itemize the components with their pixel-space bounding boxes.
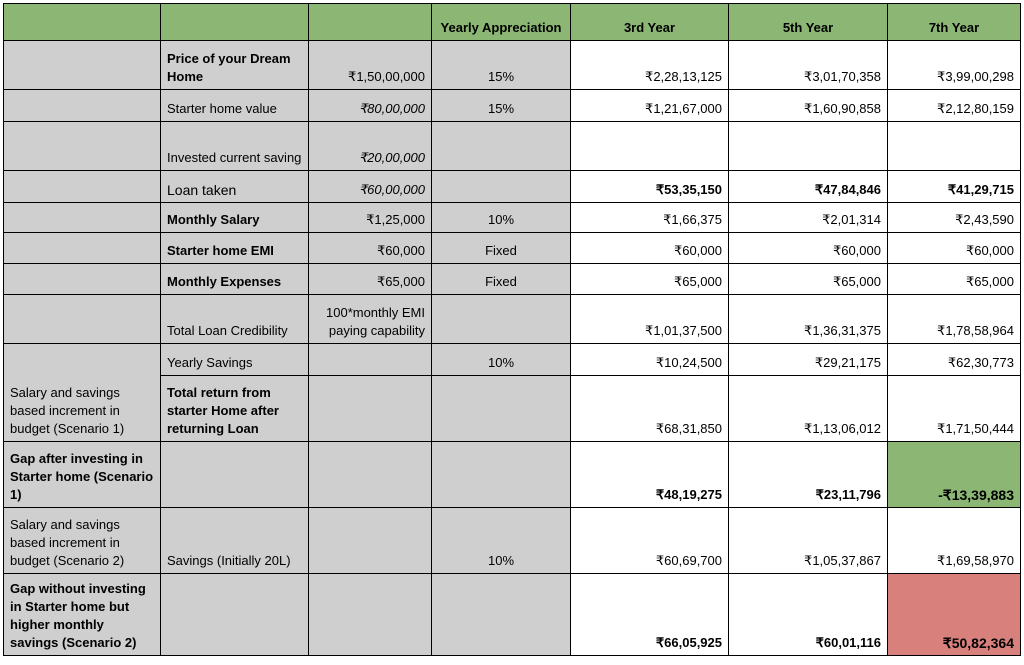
row-label: Yearly Savings [161, 344, 309, 376]
row-label: Monthly Expenses [161, 264, 309, 295]
base-value: ₹1,50,00,000 [309, 41, 432, 90]
year3-value: ₹60,000 [571, 233, 729, 264]
table-row [4, 233, 1021, 264]
appreciation-value [432, 574, 571, 656]
header-cell-blank-2 [161, 4, 309, 41]
year3-value: ₹1,01,37,500 [571, 295, 729, 344]
year5-value: ₹3,01,70,358 [729, 41, 888, 90]
table-row [4, 264, 1021, 295]
year3-value: ₹60,69,700 [571, 508, 729, 574]
appreciation-value: 10% [432, 508, 571, 574]
year5-value: ₹2,01,314 [729, 203, 888, 233]
appreciation-value: Fixed [432, 233, 571, 264]
year5-value: ₹1,36,31,375 [729, 295, 888, 344]
base-value [309, 376, 432, 442]
year3-value: ₹66,05,925 [571, 574, 729, 656]
group-cell [4, 122, 161, 171]
year5-value: ₹23,11,796 [729, 442, 888, 508]
row-label: Price of your Dream Home [161, 41, 309, 90]
header-yearly-appreciation: Yearly Appreciation [432, 4, 571, 41]
header-cell-blank-1 [4, 4, 161, 41]
row-label: Gap without investing in Starter home but higher monthly savings (Scenario 2) [4, 574, 161, 656]
row-label: Gap after investing in Starter home (Scenario 1) [4, 442, 161, 508]
year7-value: ₹1,69,58,970 [888, 508, 1021, 574]
row-label: Loan taken [161, 171, 309, 203]
table-row [4, 295, 1021, 344]
base-value [309, 574, 432, 656]
year7-value: ₹1,78,58,964 [888, 295, 1021, 344]
header-row [4, 4, 1021, 41]
year5-value: ₹60,000 [729, 233, 888, 264]
year5-value: ₹1,60,90,858 [729, 90, 888, 122]
table-row [4, 344, 1021, 376]
base-value: 100*monthly EMI paying capability [309, 295, 432, 344]
year5-value: ₹47,84,846 [729, 171, 888, 203]
year5-value: ₹1,13,06,012 [729, 376, 888, 442]
year3-value: ₹2,28,13,125 [571, 41, 729, 90]
base-value [309, 508, 432, 574]
base-value [309, 344, 432, 376]
year5-value: ₹29,21,175 [729, 344, 888, 376]
year3-value: ₹48,19,275 [571, 442, 729, 508]
group-cell [4, 295, 161, 344]
appreciation-value: 15% [432, 41, 571, 90]
year5-value [729, 122, 888, 171]
appreciation-value: 10% [432, 203, 571, 233]
group-cell [4, 171, 161, 203]
row-label: Total return from starter Home after returning Loan [161, 376, 309, 442]
appreciation-value [432, 171, 571, 203]
year7-value [888, 122, 1021, 171]
appreciation-value [432, 442, 571, 508]
appreciation-value [432, 376, 571, 442]
table-row [4, 508, 1021, 574]
row-label: Invested current saving [161, 122, 309, 171]
row-label: Total Loan Credibility [161, 295, 309, 344]
year3-value: ₹53,35,150 [571, 171, 729, 203]
appreciation-value [432, 122, 571, 171]
base-value: ₹20,00,000 [309, 122, 432, 171]
year5-value: ₹1,05,37,867 [729, 508, 888, 574]
year7-value: ₹3,99,00,298 [888, 41, 1021, 90]
year7-value: ₹2,43,590 [888, 203, 1021, 233]
year7-value: ₹1,71,50,444 [888, 376, 1021, 442]
group-cell [4, 233, 161, 264]
row-label: Starter home EMI [161, 233, 309, 264]
year7-gap-value: ₹50,82,364 [888, 574, 1021, 656]
appreciation-value [432, 295, 571, 344]
year7-value: ₹60,000 [888, 233, 1021, 264]
table-row [4, 41, 1021, 90]
base-value: ₹65,000 [309, 264, 432, 295]
appreciation-value: Fixed [432, 264, 571, 295]
year3-value: ₹1,66,375 [571, 203, 729, 233]
table-row [4, 122, 1021, 171]
table-row [4, 90, 1021, 122]
year3-value: ₹10,24,500 [571, 344, 729, 376]
base-value: ₹1,25,000 [309, 203, 432, 233]
table-row [4, 203, 1021, 233]
year3-value: ₹65,000 [571, 264, 729, 295]
year3-value: ₹1,21,67,000 [571, 90, 729, 122]
scenario1-group-label: Salary and savings based increment in budget (Scenario 1) [4, 344, 161, 442]
base-value: ₹60,00,000 [309, 171, 432, 203]
year3-value: ₹68,31,850 [571, 376, 729, 442]
year3-value [571, 122, 729, 171]
base-value [309, 442, 432, 508]
table-row [4, 574, 1021, 656]
header-cell-blank-3 [309, 4, 432, 41]
year5-value: ₹65,000 [729, 264, 888, 295]
row-label: Monthly Salary [161, 203, 309, 233]
scenario2-group-label: Salary and savings based increment in budget (Scenario 2) [4, 508, 161, 574]
year7-value: ₹41,29,715 [888, 171, 1021, 203]
group-cell [4, 203, 161, 233]
year7-negative-gap-value: -₹13,39,883 [888, 442, 1021, 508]
header-3rd-year: 3rd Year [571, 4, 729, 41]
table-row [4, 171, 1021, 203]
group-cell [4, 264, 161, 295]
comparison-table [3, 3, 1021, 656]
base-value: ₹60,000 [309, 233, 432, 264]
table-row [4, 442, 1021, 508]
row-label: Savings (Initially 20L) [161, 508, 309, 574]
group-cell [161, 574, 309, 656]
group-cell [4, 90, 161, 122]
appreciation-value: 10% [432, 344, 571, 376]
row-label: Starter home value [161, 90, 309, 122]
year5-value: ₹60,01,116 [729, 574, 888, 656]
header-5th-year: 5th Year [729, 4, 888, 41]
group-cell [161, 442, 309, 508]
year7-value: ₹2,12,80,159 [888, 90, 1021, 122]
year7-value: ₹62,30,773 [888, 344, 1021, 376]
header-7th-year: 7th Year [888, 4, 1021, 41]
group-cell [4, 41, 161, 90]
appreciation-value: 15% [432, 90, 571, 122]
base-value: ₹80,00,000 [309, 90, 432, 122]
year7-value: ₹65,000 [888, 264, 1021, 295]
